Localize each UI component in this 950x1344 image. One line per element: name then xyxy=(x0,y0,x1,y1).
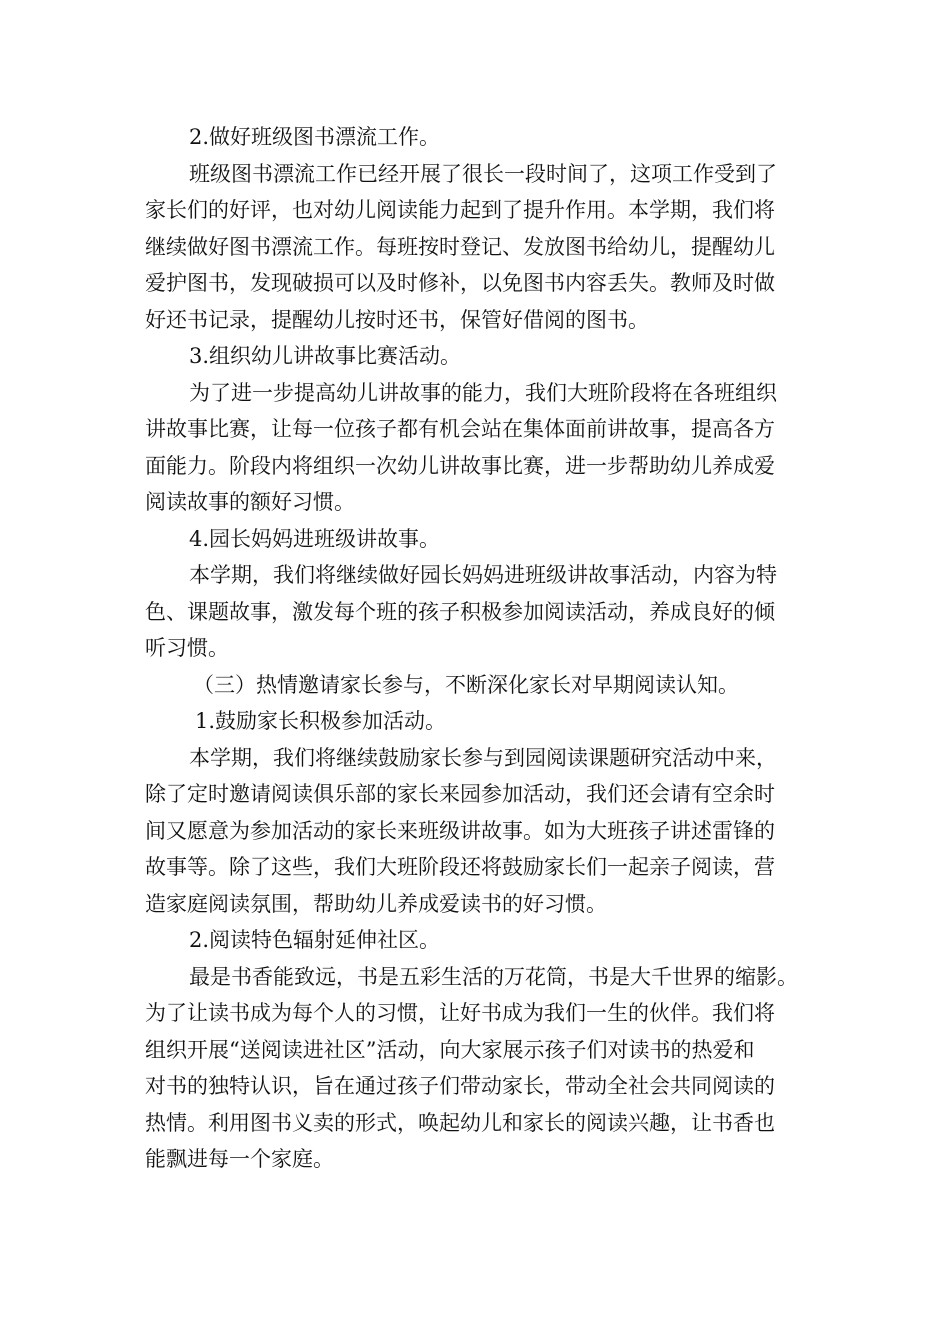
paragraph-line: 家长们的好评，也对幼儿阅读能力起到了提升作用。本学期，我们将 xyxy=(145,198,775,222)
paragraph-line: 本学期，我们将继续做好园长妈妈进班级讲故事活动，内容为特 xyxy=(189,563,777,587)
paragraph-line: 为了让读书成为每个人的习惯，让好书成为我们一生的伙伴。我们将 xyxy=(145,1001,775,1025)
paragraph-line: 为了进一步提高幼儿讲故事的能力，我们大班阶段将在各班组织 xyxy=(189,380,777,405)
paragraph-line: 间又愿意为参加活动的家长来班级讲故事。如为大班孩子讲述雷锋的 xyxy=(145,818,775,843)
paragraph-line: 讲故事比赛，让每一位孩子都有机会站在集体面前讲故事，提高各方 xyxy=(145,417,775,441)
paragraph-line: 继续做好图书漂流工作。每班按时登记、发放图书给幼儿，提醒幼儿 xyxy=(145,234,775,259)
paragraph-line: 阅读故事的额好习惯。 xyxy=(145,490,355,514)
section-heading: （三）热情邀请家长参与，不断深化家长对早期阅读认知。 xyxy=(193,672,739,697)
paragraph-line: 造家庭阅读氛围，帮助幼儿养成爱读书的好习惯。 xyxy=(145,891,607,916)
subheading-4: 4.园长妈妈进班级讲故事。 xyxy=(189,526,441,551)
subheading-3: 3.组织幼儿讲故事比赛活动。 xyxy=(189,344,462,368)
paragraph-line: 听习惯。 xyxy=(145,636,229,660)
paragraph-line: 好还书记录，提醒幼儿按时还书，保管好借阅的图书。 xyxy=(145,307,649,332)
paragraph-line: 面能力。阶段内将组织一次幼儿讲故事比赛，进一步帮助幼儿养成爱 xyxy=(145,453,775,478)
paragraph-line: 最是书香能致远，书是五彩生活的万花筒，书是大千世界的缩影。 xyxy=(189,964,798,989)
subheading-2b: 2.阅读特色辐射延伸社区。 xyxy=(189,928,441,952)
paragraph-line: 热情。利用图书义卖的形式，唤起幼儿和家长的阅读兴趣，让书香也 xyxy=(145,1110,775,1135)
paragraph-line: 组织开展“送阅读进社区”活动，向大家展示孩子们对读书的热爱和 xyxy=(145,1037,755,1062)
paragraph-line: 对书的独特认识，旨在通过孩子们带动家长，带动全社会共同阅读的 xyxy=(145,1074,775,1098)
subheading-2: 2.做好班级图书漂流工作。 xyxy=(189,125,441,149)
paragraph-line: 色、课题故事，激发每个班的孩子积极参加阅读活动，养成良好的倾 xyxy=(145,599,775,624)
subheading-1: 1.鼓励家长积极参加活动。 xyxy=(195,709,447,733)
paragraph-line: 能飘进每一个家庭。 xyxy=(145,1147,334,1171)
paragraph-line: 爱护图书，发现破损可以及时修补，以免图书内容丢失。教师及时做 xyxy=(145,271,775,295)
paragraph-line: 除了定时邀请阅读俱乐部的家长来园参加活动，我们还会请有空余时 xyxy=(145,782,775,806)
paragraph-line: 本学期，我们将继续鼓励家长参与到园阅读课题研究活动中来， xyxy=(189,745,777,770)
document-body xyxy=(145,119,820,1178)
paragraph-line: 故事等。除了这些，我们大班阶段还将鼓励家长们一起亲子阅读，营 xyxy=(145,855,775,879)
paragraph-line: 班级图书漂流工作已经开展了很长一段时间了，这项工作受到了 xyxy=(189,161,777,186)
